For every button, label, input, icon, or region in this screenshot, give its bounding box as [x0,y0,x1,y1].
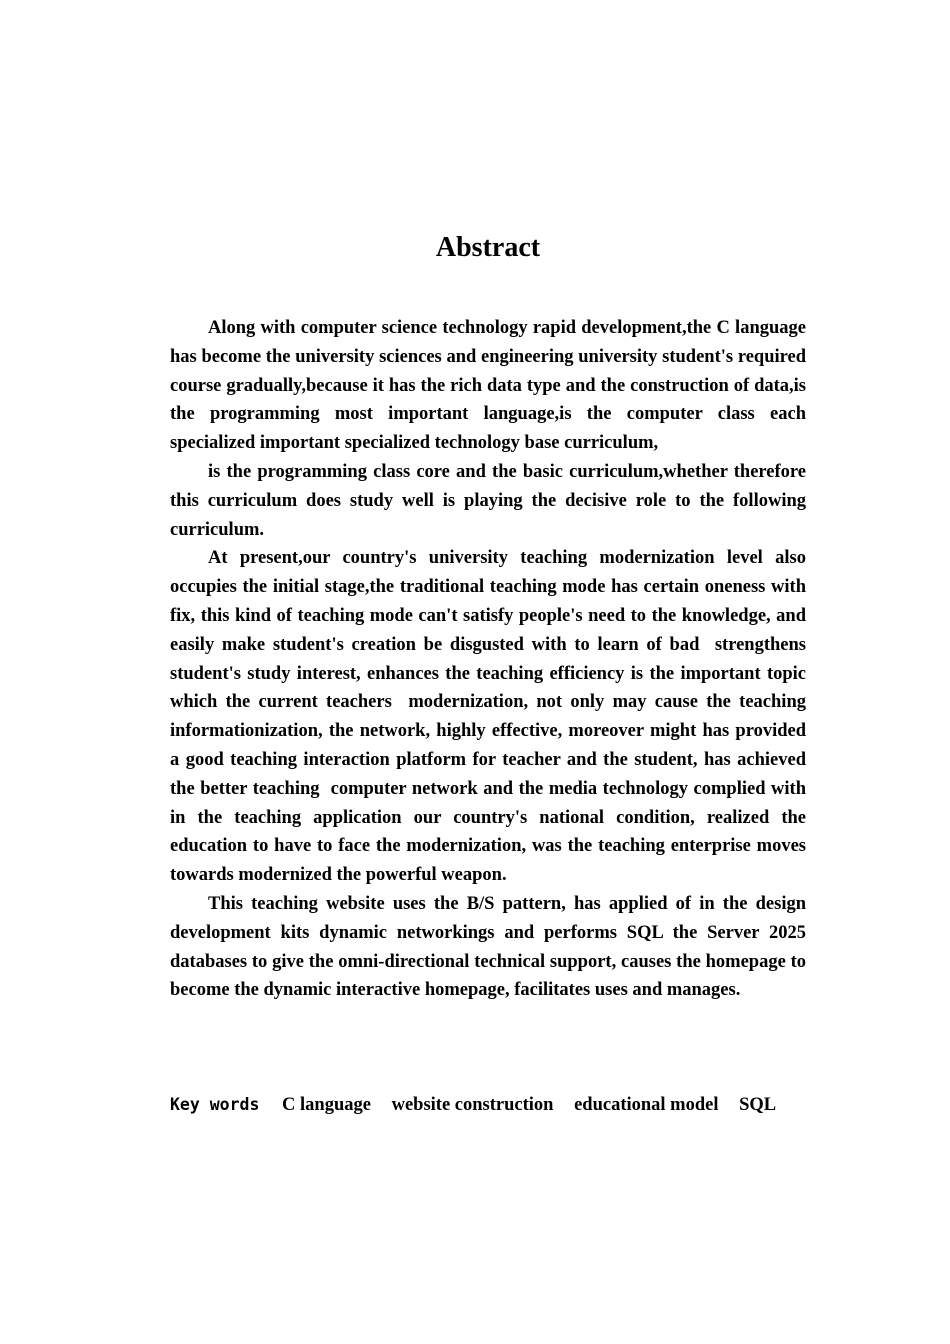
keyword-item: C language [282,1095,371,1115]
keywords-line [170,1091,820,1119]
page-title: Abstract [435,232,541,263]
abstract-paragraph: is the programming class core and the basic curriculum,whether therefore this curriculum does study well is playing the decisive role to the following curriculum. [170,461,811,540]
keyword-item: educational model [574,1095,719,1115]
abstract-paragraph: Along with computer science technology rapid development,the C language has become the university sciences and engineering university student's required course gradually,because it has the rich data type and the construction of data,is the programming most important language,is the computer class each specialized important specialized technology base curriculum, [170,318,811,454]
keyword-item: website construction [391,1095,554,1115]
keywords-label: Key words [170,1095,260,1114]
keyword-item: SQL [739,1095,777,1115]
abstract-body [170,314,811,1005]
abstract-paragraph: At present,our country's university teaching modernization level also occupies the initial stage,the traditional teaching mode has certain oneness with fix, this kind of teaching mode can't satisfy people's need to the knowledge, and easily make student's creation be disgusted with to learn of bad strengthens student's study interest, enhances the teaching efficiency is the important topic which the current teachers modernization, not only may cause the teaching informationization, the network, highly effective, moreover might has provided a good teaching interaction platform for teacher and the student, has achieved the better teaching computer network and the media technology complied with in the teaching application our country's national condition, realized the education to have to face the modernization, was the teaching enterprise moves towards modernized the powerful weapon. [170,548,811,886]
abstract-paragraph: This teaching website uses the B/S pattern, has applied of in the design development kits dynamic networkings and performs SQL the Server 2025 databases to give the omni-directional technical support, causes the homepage to become the dynamic interactive homepage, facilitates uses and manages. [170,893,811,1001]
